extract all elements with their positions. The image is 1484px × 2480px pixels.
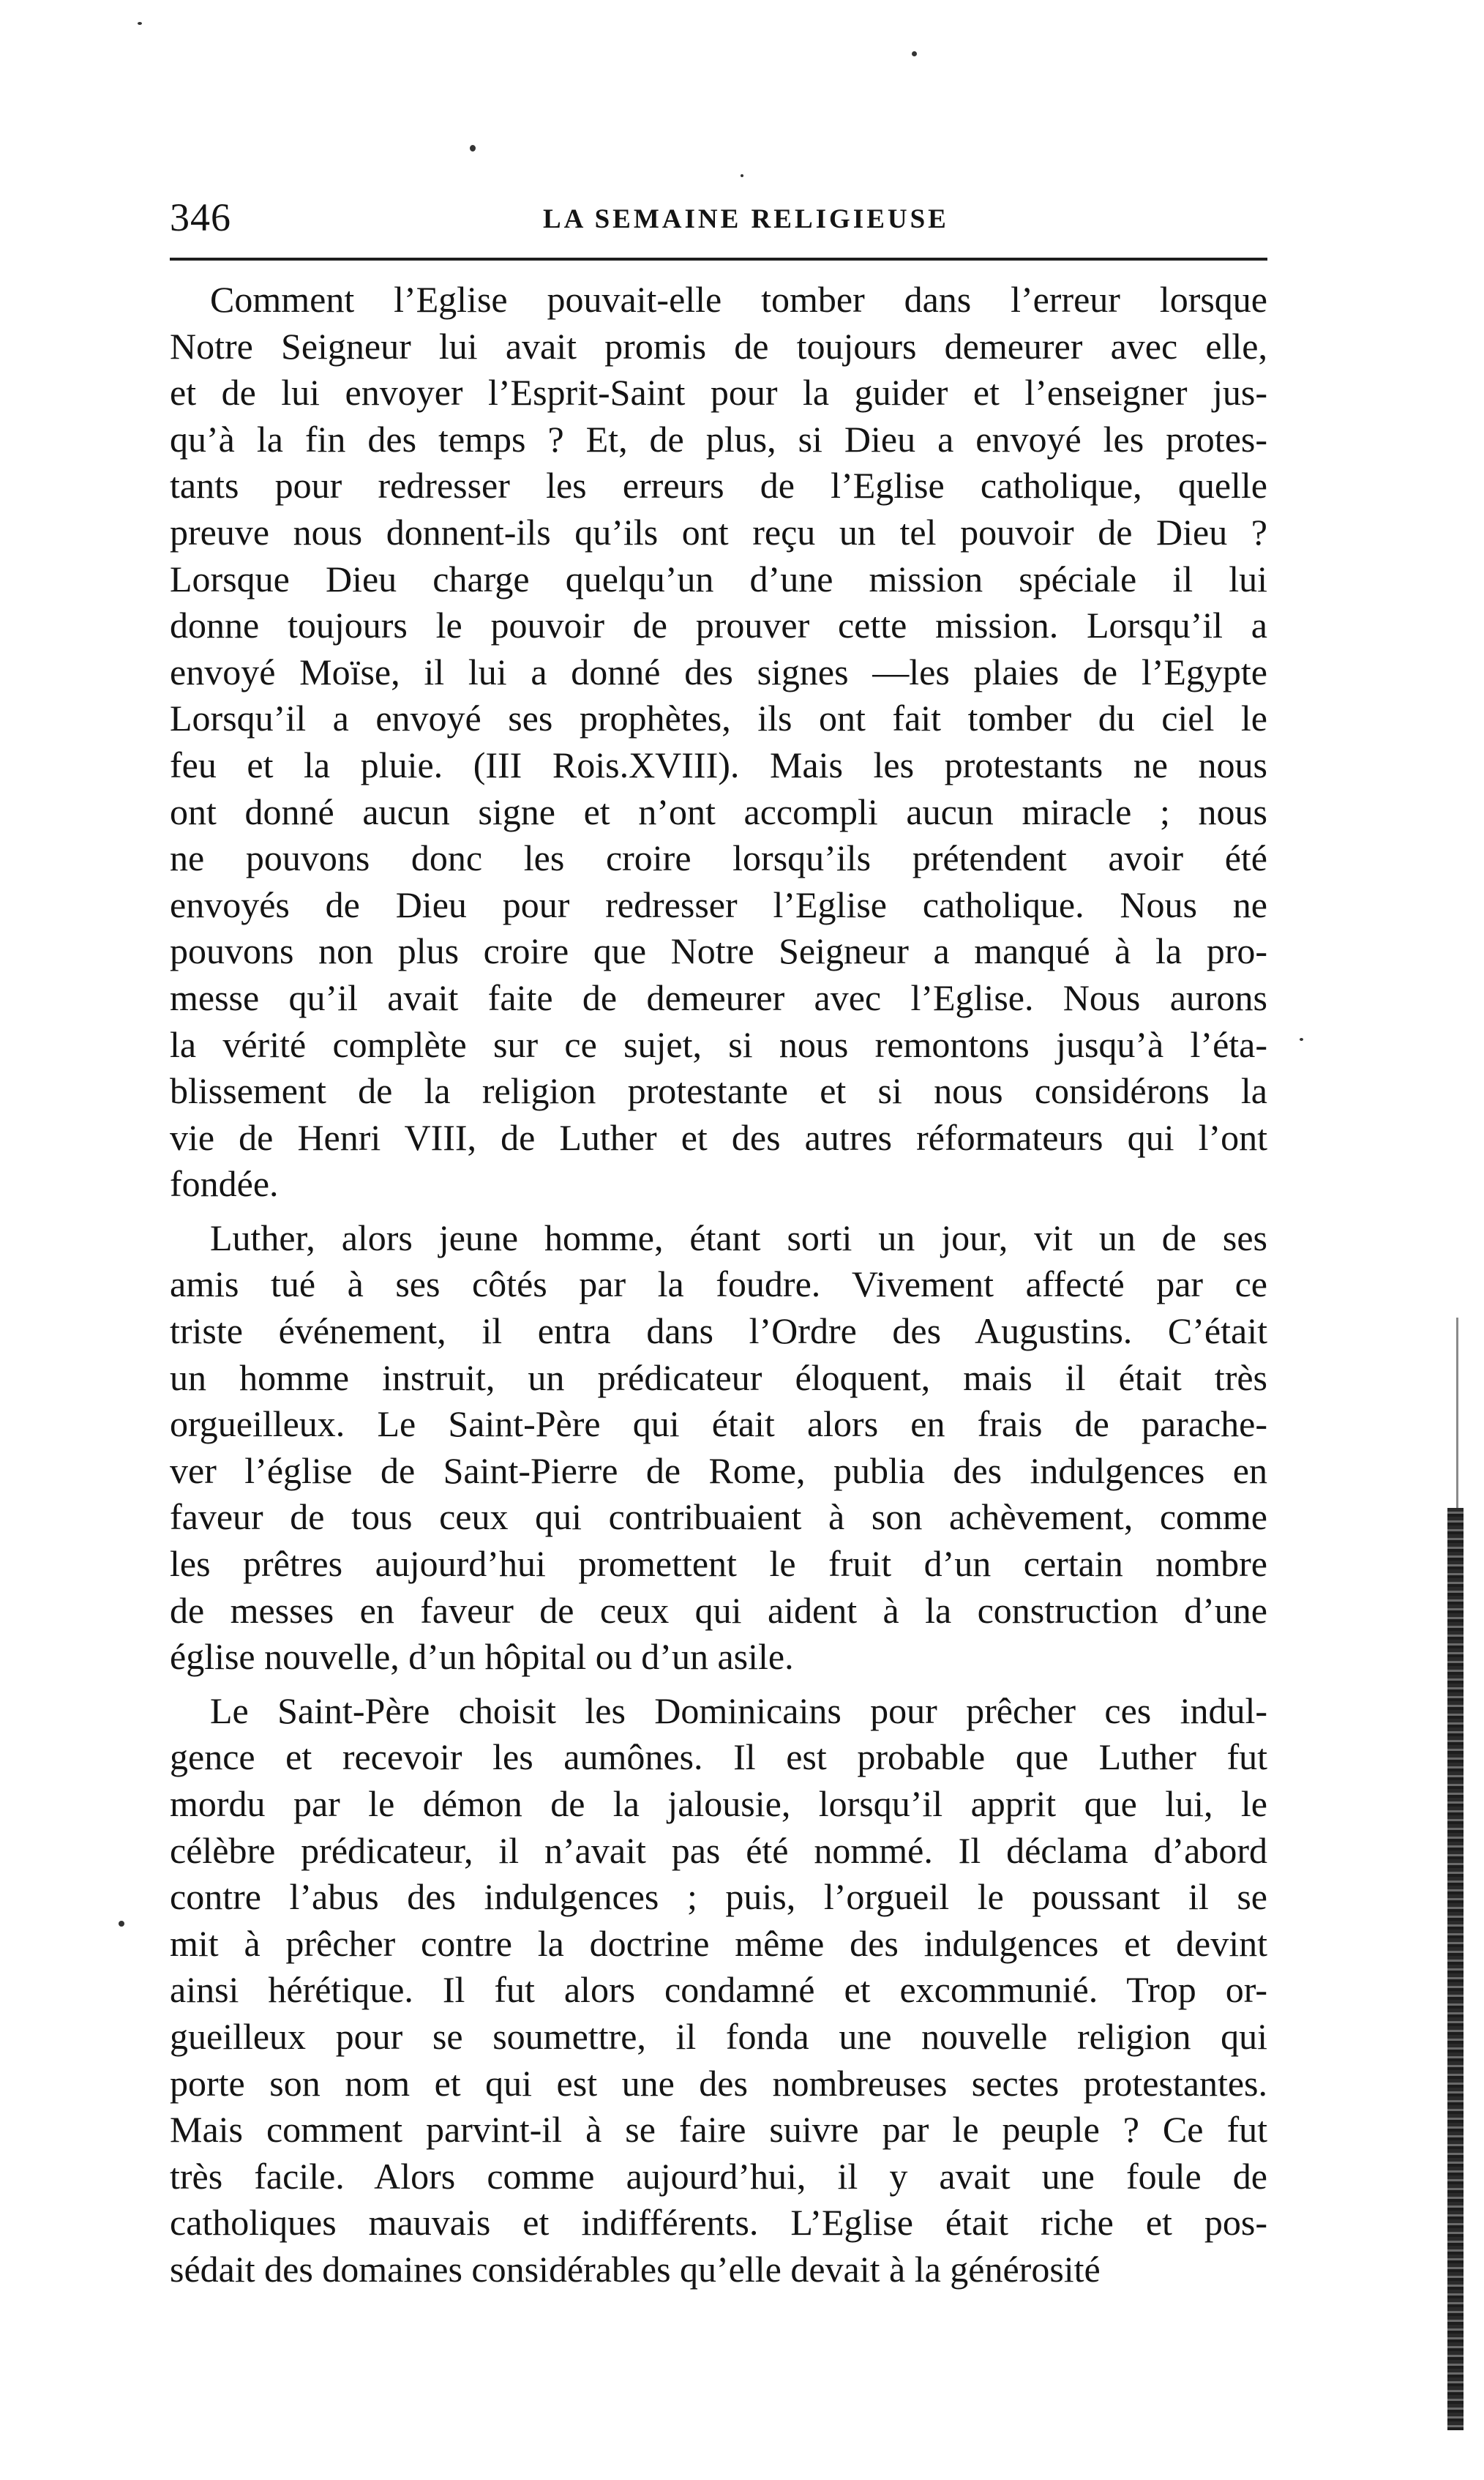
paragraph-gap: [170, 1681, 1267, 1688]
text-line: Lorsqu’il a envoyé ses prophètes, ils ont fait tomber du ciel le: [170, 698, 1267, 739]
text-line: feu et la pluie. (III Rois.XVIII). Mais les protestants ne nous: [170, 744, 1267, 785]
text-line: Notre Seigneur lui avait promis de toujours demeurer avec elle,: [170, 325, 1267, 367]
running-title: LA SEMAINE RELIGIEUSE: [543, 204, 949, 234]
body-text: [170, 277, 1267, 2293]
text-line: gueilleux pour se soumettre, il fonda une nouvelle religion qui: [170, 2015, 1267, 2057]
scan-speck: [138, 22, 142, 25]
text-line: preuve nous donnent-ils qu’ils ont reçu un tel pouvoir de Dieu ?: [170, 511, 1267, 553]
text-line: donne toujours le pouvoir de prouver cette mission. Lorsqu’il a: [170, 605, 1267, 646]
text-line: ainsi hérétique. Il fut alors condamné et excommunié. Trop or-: [170, 1969, 1267, 2011]
text-line: pouvons non plus croire que Notre Seigneur a manqué à la pro-: [170, 930, 1267, 972]
text-line: faveur de tous ceux qui contribuaient à son achèvement, comme: [170, 1496, 1267, 1538]
text-line: et de lui envoyer l’Esprit-Saint pour la guider et l’enseigner jus-: [170, 372, 1267, 414]
page-header: [170, 192, 1267, 243]
text-line: amis tué à ses côtés par la foudre. Vivement affecté par ce: [170, 1263, 1267, 1305]
text-line: Lorsque Dieu charge quelqu’un d’une mission spéciale il lui: [170, 558, 1267, 600]
text-line: Le Saint-Père choisit les Dominicains pour prêcher ces indul-: [210, 1689, 1267, 1731]
text-line: envoyés de Dieu pour redresser l’Eglise catholique. Nous ne: [170, 884, 1267, 925]
header-rule: [170, 258, 1267, 261]
text-line: envoyé Moïse, il lui a donné des signes —les plaies de l’Egypte: [170, 651, 1267, 692]
scan-speck: [119, 1921, 124, 1927]
text-line: la vérité complète sur ce sujet, si nous remontons jusqu’à l’éta-: [170, 1023, 1267, 1065]
text-line: catholiques mauvais et indifférents. L’Eglise était riche et pos-: [170, 2202, 1267, 2244]
text-line: ne pouvons donc les croire lorsqu’ils prétendent avoir été: [170, 837, 1267, 879]
text-line: mordu par le démon de la jalousie, lorsqu’il apprit que lui, le: [170, 1783, 1267, 1824]
text-line: Luther, alors jeune homme, étant sorti un jour, vit un de ses: [210, 1217, 1267, 1258]
text-line: messe qu’il avait faite de demeurer avec l’Eglise. Nous aurons: [170, 976, 1267, 1018]
text-line: vie de Henri VIII, de Luther et des autres réformateurs qui l’ont: [170, 1116, 1267, 1158]
text-line: qu’à la fin des temps ? Et, de plus, si Dieu a envoyé les protes-: [170, 418, 1267, 460]
text-line: église nouvelle, d’un hôpital ou d’un asile.: [170, 1636, 794, 1678]
scan-speck: [741, 174, 743, 177]
paragraph-gap: [170, 1208, 1267, 1215]
binding-edge-line: [1456, 1318, 1458, 1508]
text-line: ont donné aucun signe et n’ont accompli aucun miracle ; nous: [170, 791, 1267, 832]
text-line: triste événement, il entra dans l’Ordre des Augustins. C’était: [170, 1310, 1267, 1352]
text-line: un homme instruit, un prédicateur éloquent, mais il était très: [170, 1356, 1267, 1398]
scan-speck: [912, 51, 917, 56]
text-line: gence et recevoir les aumônes. Il est probable que Luther fut: [170, 1736, 1267, 1778]
text-line: les prêtres aujourd’hui promettent le fruit d’un certain nombre: [170, 1543, 1267, 1585]
text-line: fondée.: [170, 1163, 279, 1205]
text-line: de messes en faveur de ceux qui aident à la construction d’une: [170, 1589, 1267, 1631]
text-line: mit à prêcher contre la doctrine même des indulgences et devint: [170, 1922, 1267, 1964]
text-line: orgueilleux. Le Saint-Père qui était alors en frais de parache-: [170, 1403, 1267, 1445]
text-line: blissement de la religion protestante et si nous considérons la: [170, 1070, 1267, 1112]
text-line: porte son nom et qui est une des nombreuses sectes protestantes.: [170, 2062, 1267, 2104]
scan-speck: [1300, 1038, 1303, 1041]
text-line: très facile. Alors comme aujourd’hui, il y avait une foule de: [170, 2155, 1267, 2197]
text-line: contre l’abus des indulgences ; puis, l’orgueil le poussant il se: [170, 1876, 1267, 1918]
text-line: ver l’église de Saint-Pierre de Rome, publia des indulgences en: [170, 1449, 1267, 1491]
text-line: sédait des domaines considérables qu’elle devait à la générosité: [170, 2248, 1101, 2290]
scan-speck: [470, 145, 476, 152]
text-line: Comment l’Eglise pouvait-elle tomber dans l’erreur lorsque: [210, 279, 1267, 320]
text-line: tants pour redresser les erreurs de l’Eglise catholique, quelle: [170, 465, 1267, 507]
text-line: Mais comment parvint-il à se faire suivre par le peuple ? Ce fut: [170, 2109, 1267, 2151]
text-line: célèbre prédicateur, il n’avait pas été nommé. Il déclama d’abord: [170, 1829, 1267, 1871]
binding-edge-shadow: [1447, 1508, 1464, 2430]
page-number: 346: [170, 195, 231, 239]
